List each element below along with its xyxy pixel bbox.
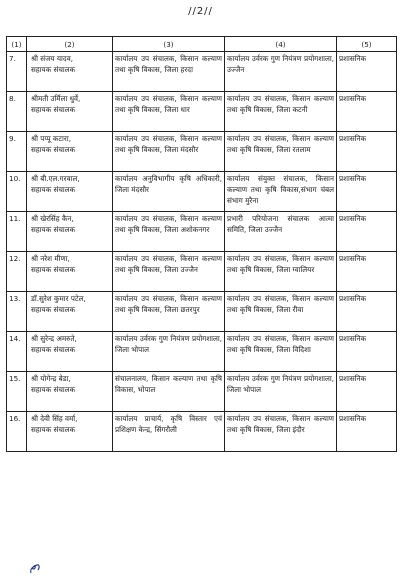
officer-name: डॉ.सुरेश कुमार पटेल,	[31, 294, 86, 303]
cell-new-posting	[225, 212, 337, 252]
officer-designation: सहायक संचालक	[31, 385, 76, 394]
cell-remark	[337, 252, 397, 292]
new-posting: कार्यालय उप संचालक, किसान कल्याण तथा कृषि विकास, जिला रीवा	[227, 294, 334, 314]
transfer-remark: प्रशासनिक	[339, 174, 367, 183]
cell-remark	[337, 292, 397, 332]
cell-remark	[337, 132, 397, 172]
cell-serial	[7, 412, 27, 452]
transfer-table	[6, 36, 397, 452]
table-row	[7, 332, 397, 372]
new-posting: कार्यालय उप संचालक, किसान कल्याण तथा कृषि विकास, जिला कटनी	[227, 94, 334, 114]
cell-new-posting	[225, 332, 337, 372]
cell-new-posting	[225, 92, 337, 132]
cell-current-posting	[113, 292, 225, 332]
cell-current-posting	[113, 132, 225, 172]
table-row	[7, 132, 397, 172]
cell-serial	[7, 92, 27, 132]
table-row	[7, 372, 397, 412]
transfer-remark: प्रशासनिक	[339, 414, 367, 423]
officer-designation: सहायक संचालक	[31, 345, 76, 354]
officer-name: श्री खेरसिंह कैन,	[31, 214, 74, 223]
table-row	[7, 212, 397, 252]
serial-number: 16.	[9, 414, 21, 423]
transfer-remark: प्रशासनिक	[339, 294, 367, 303]
cell-current-posting	[113, 332, 225, 372]
officer-designation: सहायक संचालक	[31, 305, 76, 314]
cell-serial	[7, 212, 27, 252]
cell-remark	[337, 172, 397, 212]
officer-designation: सहायक संचालक	[31, 185, 76, 194]
col-header-2: (2)	[27, 37, 113, 52]
current-posting: कार्यालय उप संचालक, किसान कल्याण तथा कृषि विकास, जिला मंदसौर	[115, 134, 222, 154]
new-posting: कार्यालय उप संचालक, किसान कल्याण तथा कृषि विकास, जिला ग्वालियर	[227, 254, 334, 274]
cell-current-posting	[113, 172, 225, 212]
officer-designation: सहायक संचालक	[31, 425, 76, 434]
transfer-remark: प्रशासनिक	[339, 374, 367, 383]
transfer-remark: प्रशासनिक	[339, 214, 367, 223]
cell-serial	[7, 172, 27, 212]
col-header-1: (1)	[7, 37, 27, 52]
officer-designation: सहायक संचालक	[31, 65, 76, 74]
current-posting: कार्यालय उर्वरक गुण नियंत्रण प्रयोगशाला, जिला भोपाल	[115, 334, 222, 354]
cell-remark	[337, 372, 397, 412]
header-row	[7, 37, 397, 52]
cell-officer	[27, 412, 113, 452]
officer-name: श्री सुरेन्द्र अमरुते,	[31, 334, 77, 343]
cell-current-posting	[113, 52, 225, 92]
transfer-remark: प्रशासनिक	[339, 94, 367, 103]
new-posting: प्रभारी परियोजना संचालक आत्मा समिति, जिला उज्जैन	[227, 214, 334, 234]
col-header-5: (5)	[337, 37, 397, 52]
transfer-remark: प्रशासनिक	[339, 254, 367, 263]
current-posting: कार्यालय अनुविभागीय कृषि अधिकारी, जिला मंदसौर	[115, 174, 222, 194]
cell-new-posting	[225, 52, 337, 92]
cell-current-posting	[113, 92, 225, 132]
officer-designation: सहायक संचालक	[31, 265, 76, 274]
serial-number: 15.	[9, 374, 21, 383]
cell-remark	[337, 92, 397, 132]
cell-remark	[337, 52, 397, 92]
table-row	[7, 292, 397, 332]
table-row	[7, 412, 397, 452]
officer-designation: सहायक संचालक	[31, 105, 76, 114]
cell-officer	[27, 372, 113, 412]
cell-current-posting	[113, 212, 225, 252]
serial-number: 13.	[9, 294, 21, 303]
col-header-4: (4)	[225, 37, 337, 52]
new-posting: कार्यालय उप संचालक, किसान कल्याण तथा कृषि विकास, जिला विदिशा	[227, 334, 334, 354]
officer-designation: सहायक संचालक	[31, 145, 76, 154]
serial-number: 8.	[9, 94, 16, 103]
table-row	[7, 92, 397, 132]
current-posting: कार्यालय उप संचालक, किसान कल्याण तथा कृषि विकास, जिला उज्जैन	[115, 254, 222, 274]
col-header-3: (3)	[113, 37, 225, 52]
cell-new-posting	[225, 412, 337, 452]
cell-new-posting	[225, 172, 337, 212]
cell-officer	[27, 172, 113, 212]
serial-number: 10.	[9, 174, 21, 183]
cell-new-posting	[225, 372, 337, 412]
page-number: //2//	[188, 6, 213, 17]
cell-new-posting	[225, 132, 337, 172]
serial-number: 7.	[9, 54, 16, 63]
new-posting: कार्यालय उप संचालक, किसान कल्याण तथा कृषि विकास, जिला रतलाम	[227, 134, 334, 154]
cell-serial	[7, 52, 27, 92]
cell-officer	[27, 212, 113, 252]
new-posting: कार्यालय संयुक्त संचालक, किसान कल्याण तथा कृषि विकास,संभाग चंबल संभाग मुरैना	[227, 174, 334, 205]
table-row	[7, 52, 397, 92]
cell-officer	[27, 52, 113, 92]
cell-remark	[337, 332, 397, 372]
officer-name: श्री पप्पू कटारा,	[31, 134, 71, 143]
transfer-remark: प्रशासनिक	[339, 134, 367, 143]
cell-current-posting	[113, 372, 225, 412]
current-posting: कार्यालय उप संचालक, किसान कल्याण तथा कृषि विकास, जिला हरदा	[115, 54, 222, 74]
cell-officer	[27, 92, 113, 132]
current-posting: कार्यालय उप संचालक, किसान कल्याण तथा कृषि विकास, जिला अशोकनगर	[115, 214, 222, 234]
cell-current-posting	[113, 252, 225, 292]
officer-designation: सहायक संचालक	[31, 225, 76, 234]
current-posting: कार्यालय उप संचालक, किसान कल्याण तथा कृषि विकास, जिला धार	[115, 94, 222, 114]
officer-name: श्री देवी सिंह वर्मा,	[31, 414, 78, 423]
current-posting: कार्यालय उप संचालक, किसान कल्याण तथा कृषि विकास, जिला छतरपुर	[115, 294, 222, 314]
cell-officer	[27, 332, 113, 372]
serial-number: 9.	[9, 134, 16, 143]
new-posting: कार्यालय उर्वरक गुण नियंत्रण प्रयोगशाला, जिला भोपाल	[227, 374, 334, 394]
officer-name: श्री बी.एल.गरवाल,	[31, 174, 80, 183]
cell-remark	[337, 212, 397, 252]
cell-current-posting	[113, 412, 225, 452]
officer-name: श्री नरेश मीणा,	[31, 254, 70, 263]
current-posting: कार्यालय प्राचार्य, कृषि विस्तार एवं प्रशिक्षण केन्द्र, सिंगरौली	[115, 414, 222, 434]
officer-name: श्रीमती उर्मिला धुर्वे,	[31, 94, 81, 103]
table-row	[7, 172, 397, 212]
cell-serial	[7, 132, 27, 172]
serial-number: 12.	[9, 254, 21, 263]
cell-officer	[27, 252, 113, 292]
officer-name: श्री योगेन्द्र बेडा,	[31, 374, 71, 383]
cell-new-posting	[225, 292, 337, 332]
table-row	[7, 252, 397, 292]
new-posting: कार्यालय उप संचालक, किसान कल्याण तथा कृषि विकास, जिला इंदौर	[227, 414, 334, 434]
cell-remark	[337, 412, 397, 452]
new-posting: कार्यालय उर्वरक गुण नियंत्रण प्रयोगशाला, उज्जैन	[227, 54, 334, 74]
cell-new-posting	[225, 252, 337, 292]
transfer-remark: प्रशासनिक	[339, 54, 367, 63]
cell-officer	[27, 292, 113, 332]
cell-serial	[7, 252, 27, 292]
transfer-remark: प्रशासनिक	[339, 334, 367, 343]
cell-serial	[7, 372, 27, 412]
cell-serial	[7, 332, 27, 372]
serial-number: 11.	[9, 214, 21, 223]
signature-mark	[28, 562, 42, 574]
serial-number: 14.	[9, 334, 21, 343]
cell-serial	[7, 292, 27, 332]
current-posting: संचालनालय, किसान कल्याण तथा कृषि विकास, भोपाल	[115, 374, 222, 394]
officer-name: श्री संजय यादव,	[31, 54, 74, 63]
cell-officer	[27, 132, 113, 172]
